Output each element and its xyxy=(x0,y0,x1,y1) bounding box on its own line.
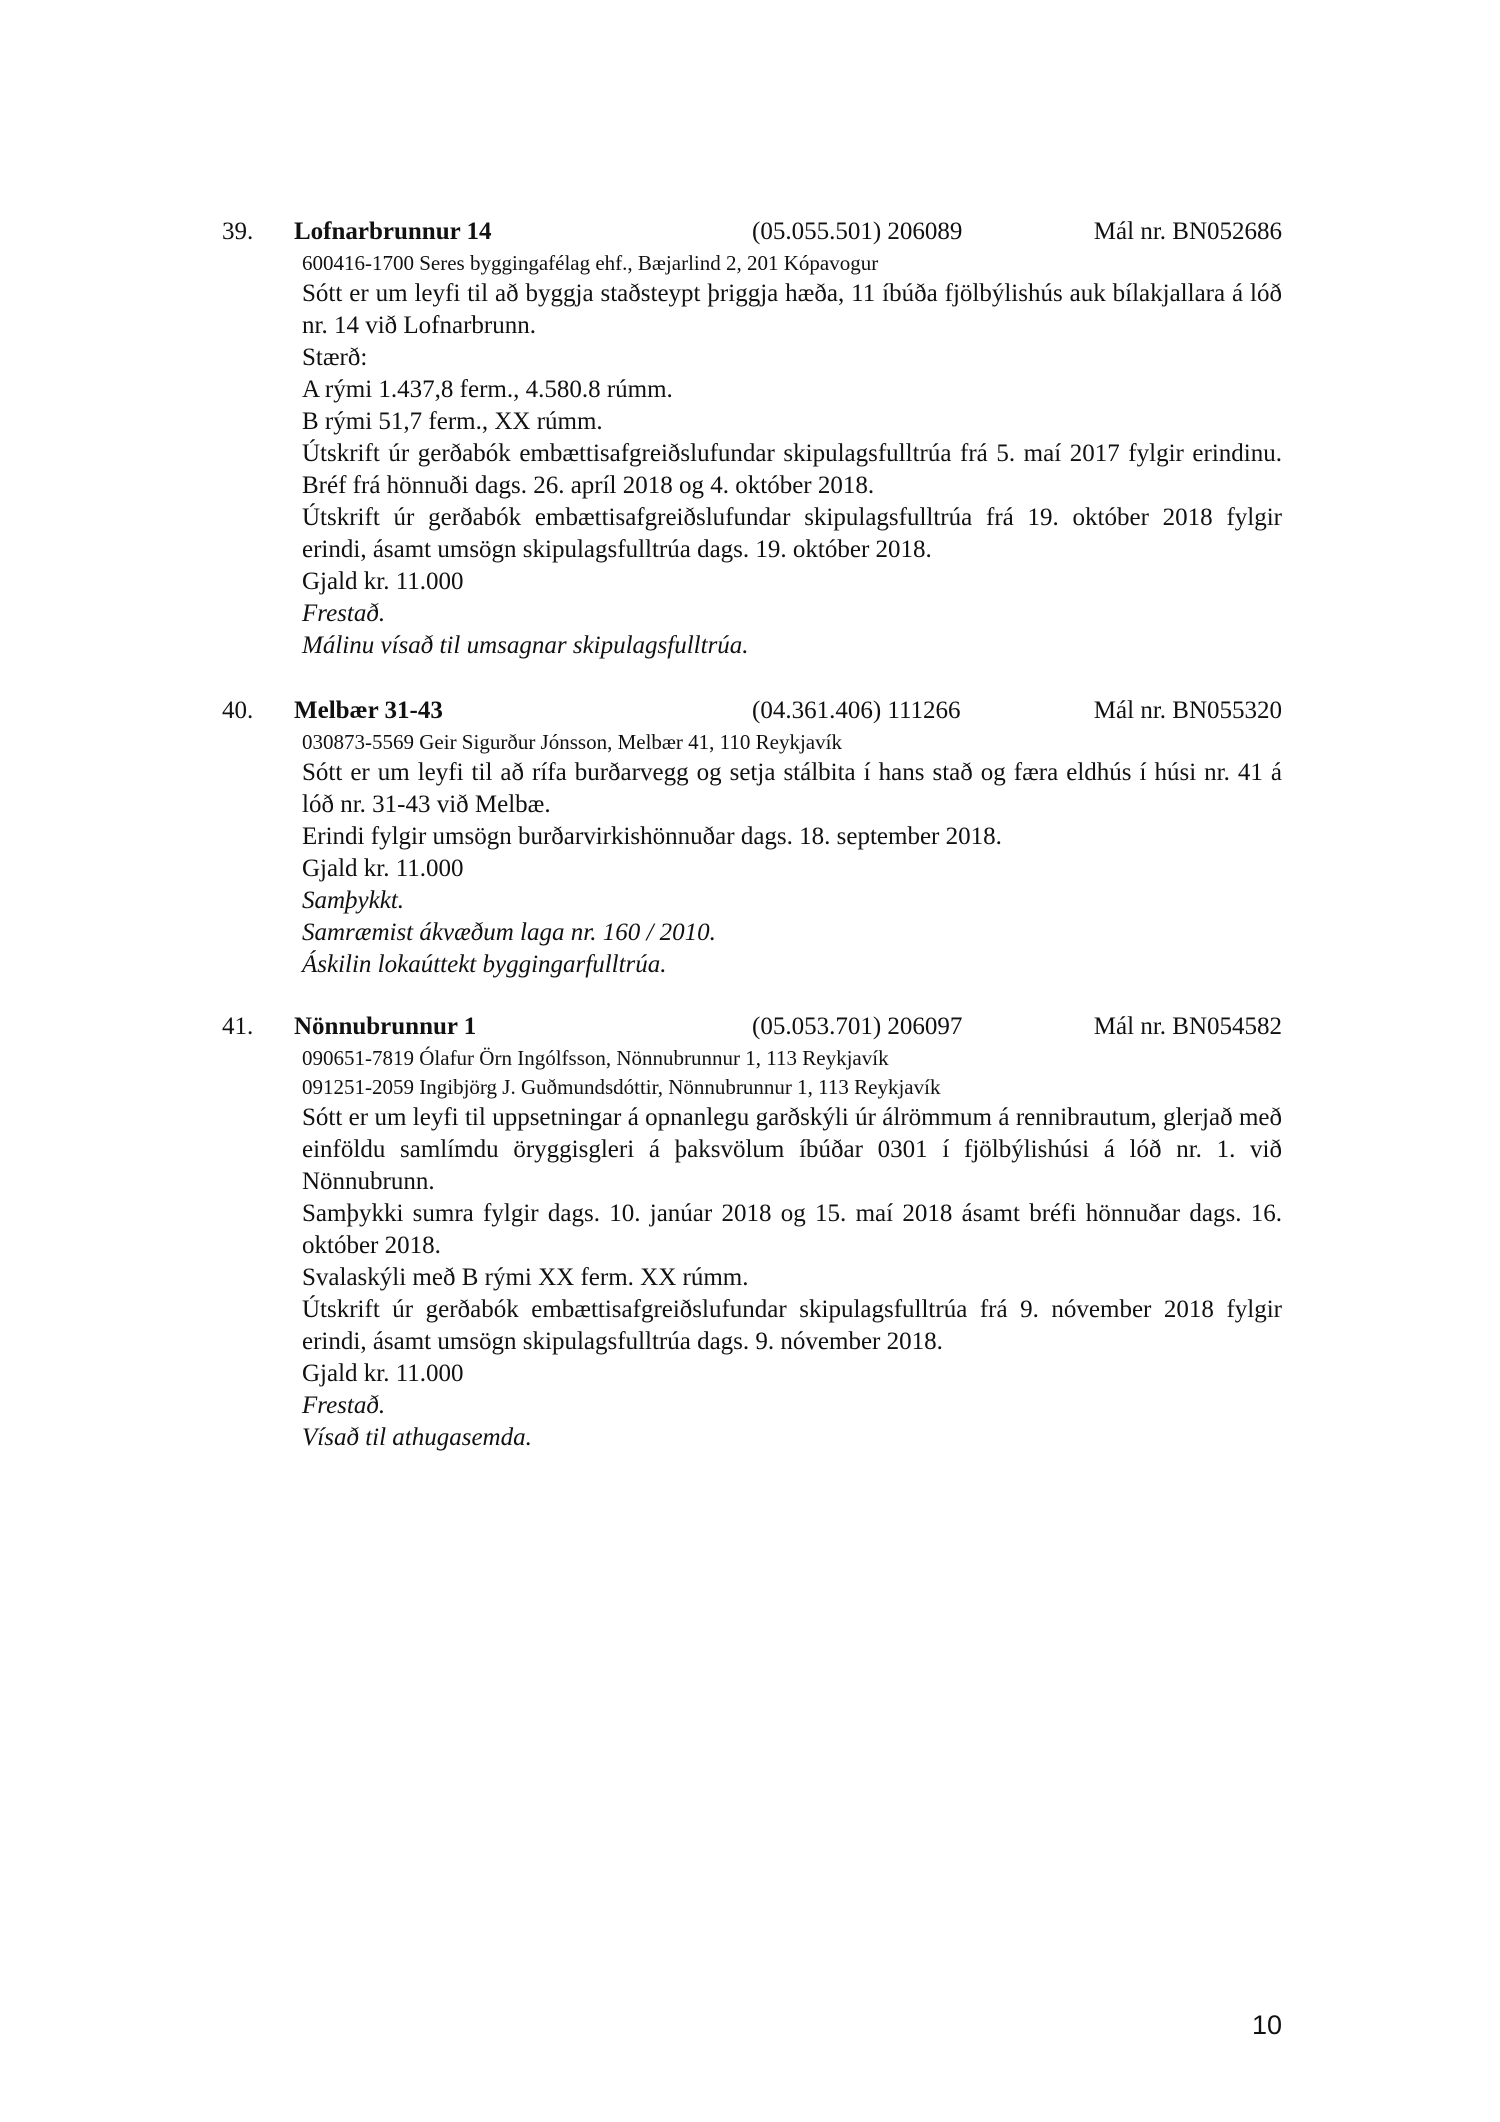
case-note: Útskrift úr gerðabók embættisafgreiðslufundar skipulagsfulltrúa frá 19. október 2018 fylgir erindi, ásamt umsögn skipulagsfulltrúa dags. 19. október 2018. xyxy=(302,504,1282,563)
case-number: 41. xyxy=(222,1013,254,1040)
case-decision: Samþykkt. xyxy=(302,887,405,914)
case-fee: Gjald kr. 11.000 xyxy=(302,568,464,595)
case-description: Sótt er um leyfi til að rífa burðarvegg og setja stálbita í hans stað og færa eldhús í húsi nr. 41 á lóð nr. 31-43 við Melbæ. xyxy=(302,759,1282,818)
applicant: 030873-5569 Geir Sigurður Jónsson, Melbær 41, 110 Reykjavík xyxy=(302,730,842,754)
case-fee: Gjald kr. 11.000 xyxy=(302,855,464,882)
case-note: Samþykki sumra fylgir dags. 10. janúar 2018 og 15. maí 2018 ásamt bréfi hönnuðar dags. 16. október 2018. xyxy=(302,1200,1282,1259)
case-note: Útskrift úr gerðabók embættisafgreiðslufundar skipulagsfulltrúa frá 9. nóvember 2018 fylgir erindi, ásamt umsögn skipulagsfulltrúa dags. 9. nóvember 2018. xyxy=(302,1296,1282,1355)
case-reference: Mál nr. BN052686 xyxy=(1093,218,1282,245)
case-number: 40. xyxy=(222,697,254,724)
case-address: Melbær 31-43 xyxy=(294,697,443,724)
applicant: 090651-7819 Ólafur Örn Ingólfsson, Nönnubrunnur 1, 113 Reykjavík xyxy=(302,1046,889,1070)
case-fee: Gjald kr. 11.000 xyxy=(302,1360,464,1387)
applicant: 600416-1700 Seres byggingafélag ehf., Bæjarlind 2, 201 Kópavogur xyxy=(302,251,879,275)
case-description: Sótt er um leyfi til uppsetningar á opnanlegu garðskýli úr álrömmum á rennibrautum, glerjað með einföldu samlímdu öryggisgleri á þaksvölum íbúðar 0301 í fjölbýlishúsi á lóð nr. 1. við Nönnubrunn. xyxy=(302,1104,1282,1195)
case-property-code: (05.053.701) 206097 xyxy=(752,1013,963,1040)
case-remark: Áskilin lokaúttekt byggingarfulltrúa. xyxy=(302,951,667,978)
case-property-code: (05.055.501) 206089 xyxy=(752,218,963,245)
case-header xyxy=(222,1010,1282,1044)
size-a: A rými 1.437,8 ferm., 4.580.8 rúmm. xyxy=(302,376,673,403)
size-label: Stærð: xyxy=(302,344,368,371)
case-note: Svalaskýli með B rými XX ferm. XX rúmm. xyxy=(302,1264,749,1291)
case-reference: Mál nr. BN054582 xyxy=(1093,1013,1282,1040)
case-address: Nönnubrunnur 1 xyxy=(294,1013,477,1040)
case-reference: Mál nr. BN055320 xyxy=(1093,697,1282,724)
case-41 xyxy=(222,1010,1282,1454)
case-header xyxy=(222,694,1282,728)
case-header xyxy=(222,215,1282,249)
case-note: Útskrift úr gerðabók embættisafgreiðslufundar skipulagsfulltrúa frá 5. maí 2017 fylgir erindinu. Bréf frá hönnuði dags. 26. apríl 2018 og 4. október 2018. xyxy=(302,440,1282,499)
case-40 xyxy=(222,694,1282,981)
case-decision: Frestað. xyxy=(302,1392,386,1419)
case-number: 39. xyxy=(222,218,254,245)
size-b: B rými 51,7 ferm., XX rúmm. xyxy=(302,408,603,435)
case-remark: Málinu vísað til umsagnar skipulagsfulltrúa. xyxy=(302,632,749,659)
applicant: 091251-2059 Ingibjörg J. Guðmundsdóttir, Nönnubrunnur 1, 113 Reykjavík xyxy=(302,1075,941,1099)
case-39 xyxy=(222,215,1282,662)
case-remark: Vísað til athugasemda. xyxy=(302,1424,532,1451)
case-decision: Frestað. xyxy=(302,600,386,627)
case-property-code: (04.361.406) 111266 xyxy=(752,697,961,724)
case-description: Sótt er um leyfi til að byggja staðsteypt þriggja hæða, 11 íbúða fjölbýlishús auk bílakjallara á lóð nr. 14 við Lofnarbrunn. xyxy=(302,280,1282,339)
case-note: Erindi fylgir umsögn burðarvirkishönnuðar dags. 18. september 2018. xyxy=(302,823,1002,850)
case-address: Lofnarbrunnur 14 xyxy=(294,218,492,245)
case-remark: Samræmist ákvæðum laga nr. 160 / 2010. xyxy=(302,919,716,946)
page-number: 10 xyxy=(1251,2010,1282,2040)
